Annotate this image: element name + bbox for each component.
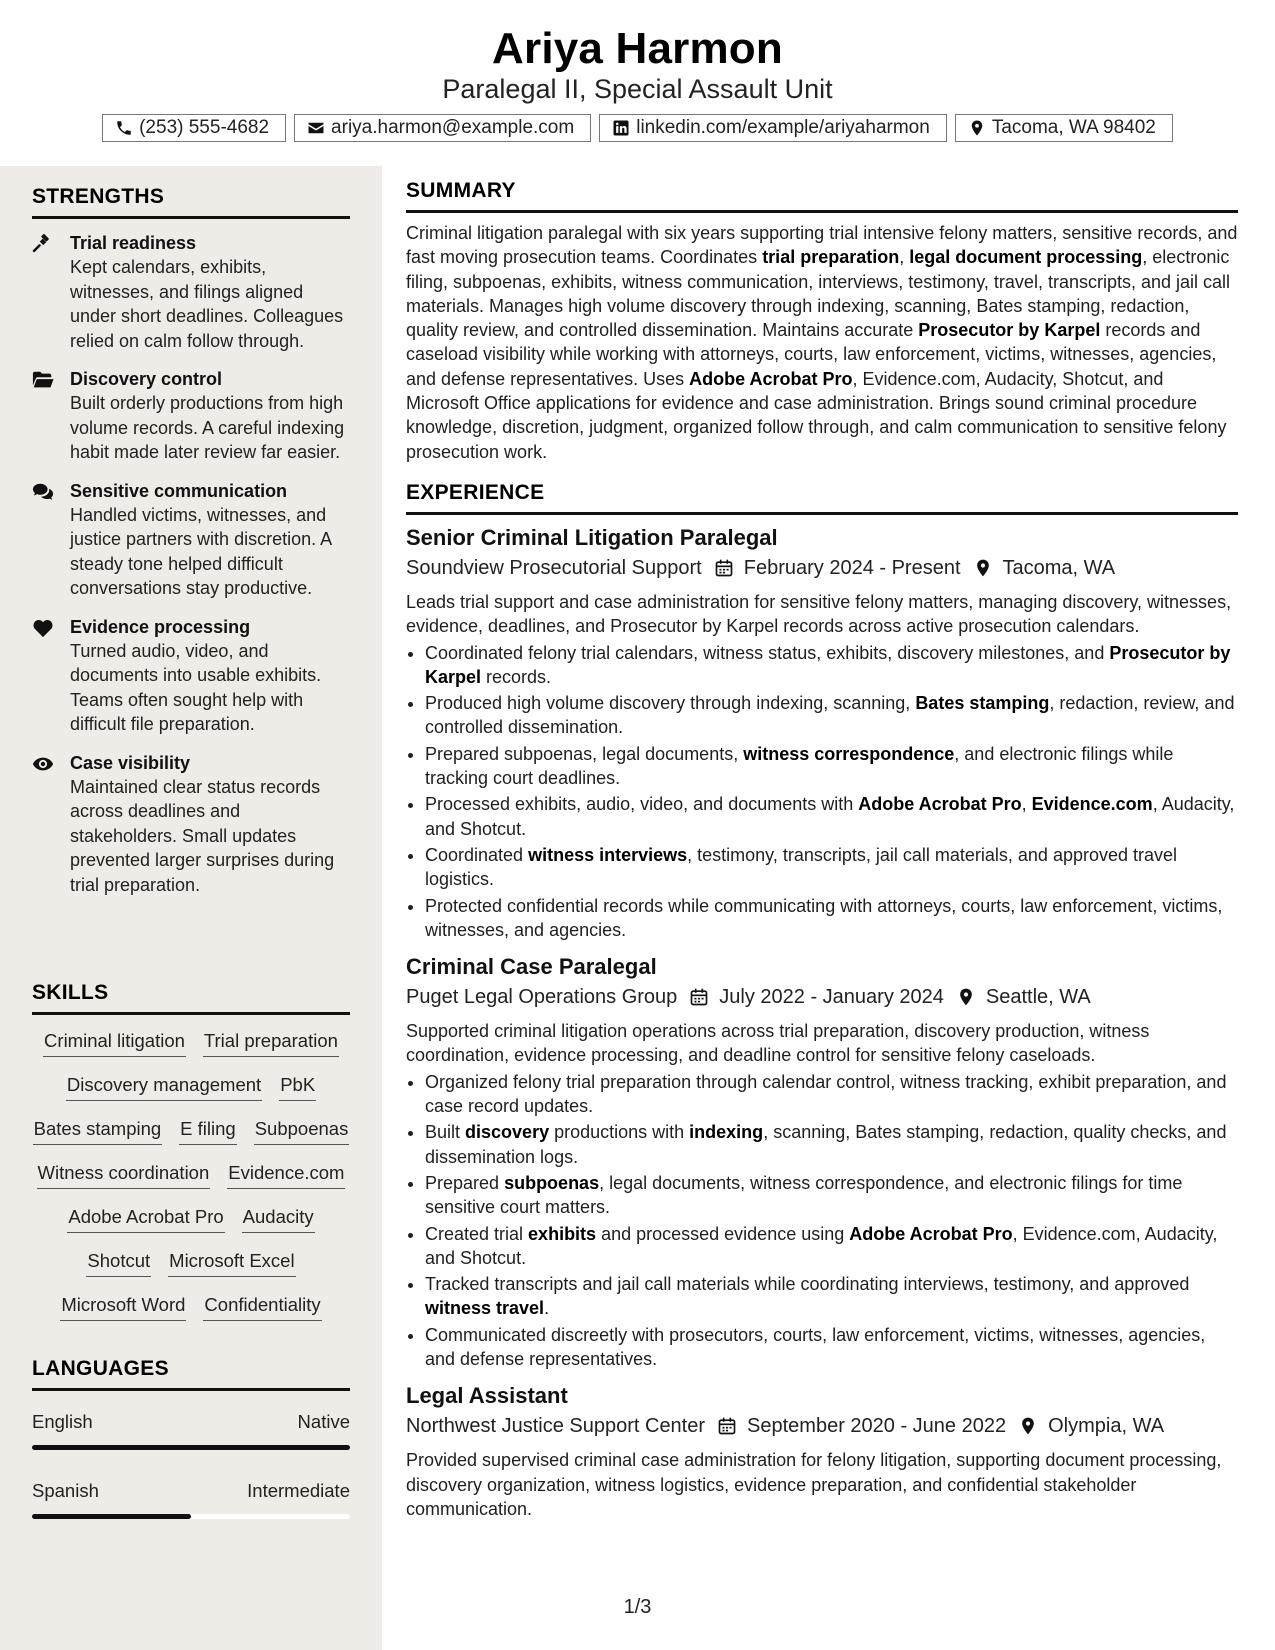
job-title: Criminal Case Paralegal bbox=[406, 954, 657, 980]
job-meta bbox=[406, 554, 1238, 582]
strength-item bbox=[32, 479, 350, 601]
candidate-name: Ariya Harmon bbox=[492, 24, 783, 73]
job-bullet: • Built discovery productions with indexing, scanning, Bates stamping, redaction, quality checks, and dissemination logs. bbox=[425, 1120, 1238, 1169]
strength-desc: Turned audio, video, and documents into usable exhibits. Teams often sought help with difficult file preparation. bbox=[70, 640, 322, 734]
job-dates: July 2022 - January 2024 bbox=[719, 986, 944, 1009]
job-bullet: • Created trial exhibits and processed evidence using Adobe Acrobat Pro, Evidence.com, Audacity, and Shotcut. bbox=[425, 1222, 1238, 1271]
strength-title: Trial readiness bbox=[70, 233, 197, 253]
eye-icon bbox=[32, 751, 70, 898]
skill-tag: Witness coordination bbox=[37, 1159, 211, 1189]
job-company: Puget Legal Operations Group bbox=[406, 986, 678, 1009]
calendar-icon bbox=[717, 1416, 737, 1436]
strength-desc: Handled victims, witnesses, and justice partners with discretion. A steady tone helped difficult conversations stay productive. bbox=[70, 504, 332, 598]
job-meta bbox=[406, 1412, 1238, 1440]
location-pin-icon bbox=[968, 119, 986, 137]
job-bullet: • Communicated discreetly with prosecutors, courts, law enforcement, victims, witnesses, agencies, and defense representatives. bbox=[425, 1323, 1238, 1372]
job-bullet: • Prepared subpoenas, legal documents, witness correspondence, and electronic filings for time sensitive court matters. bbox=[425, 1171, 1238, 1220]
language-level: Native bbox=[297, 1411, 350, 1432]
job-bullet: • Coordinated witness interviews, testimony, transcripts, jail call materials, and approved travel logistics. bbox=[425, 843, 1238, 892]
contact-phone-text: (253) 555-4682 bbox=[139, 117, 270, 138]
skill-tag: Discovery management bbox=[66, 1071, 262, 1101]
skill-tag: Shotcut bbox=[86, 1247, 151, 1277]
skills-heading: SKILLS bbox=[32, 980, 350, 1015]
job-location: Olympia, WA bbox=[1048, 1415, 1165, 1438]
summary-text: Criminal litigation paralegal with six years supporting trial intensive felony matters, sensitive records, and fast moving prosecution teams. Coordinates trial preparation, legal document processing, electronic filing, subpoenas, exhibits, witness communication, interviews, testimony, travel, transcripts, and jail call materials. Manages high volume discovery through indexing, scanning, Bates stamping, redaction, quality review, and controlled dissemination. Maintains accurate Prosecutor by Karpel records and caseload visibility while working with attorneys, courts, law enforcement, victims, witnesses, agencies, and defense representatives. Uses Adobe Acrobat Pro, Evidence.com, Audacity, Shotcut, and Microsoft Office applications for evidence and case administration. Brings sound criminal procedure knowledge, discretion, judgment, organized follow through, and calm communication to sensitive felony prosecution work. bbox=[406, 223, 1238, 462]
skills-list bbox=[32, 1027, 350, 1321]
calendar-icon bbox=[714, 558, 734, 578]
strength-desc: Built orderly productions from high volume records. A careful indexing habit made later review far easier. bbox=[70, 393, 345, 462]
language-name: English bbox=[32, 1411, 93, 1432]
strength-title: Evidence processing bbox=[70, 616, 251, 637]
job-title: Legal Assistant bbox=[406, 1383, 568, 1409]
skill-tag: Adobe Acrobat Pro bbox=[67, 1203, 224, 1233]
contact-location bbox=[955, 114, 1173, 142]
language-proficiency-bar bbox=[32, 1445, 350, 1450]
skill-tag: Confidentiality bbox=[203, 1291, 321, 1321]
contact-linkedin-text: linkedin.com/example/ariyaharmon bbox=[636, 117, 930, 138]
skill-tag: Subpoenas bbox=[254, 1115, 350, 1145]
skills-section bbox=[32, 980, 350, 1321]
location-pin-icon bbox=[956, 987, 976, 1007]
contact-email[interactable] bbox=[294, 114, 591, 142]
strength-title: Discovery control bbox=[70, 369, 223, 389]
contact-bar bbox=[0, 114, 1275, 142]
contact-location-text: Tacoma, WA 98402 bbox=[991, 117, 1156, 138]
job-company: Northwest Justice Support Center bbox=[406, 1415, 706, 1438]
language-item bbox=[32, 1480, 350, 1519]
job-bullets bbox=[406, 1070, 1238, 1372]
chat-bubbles-icon bbox=[32, 479, 70, 601]
contact-linkedin[interactable] bbox=[599, 114, 947, 142]
job-meta bbox=[406, 983, 1238, 1011]
strength-desc: Kept calendars, exhibits, witnesses, and filings aligned under short deadlines. Colleagues relied on calm follow through. bbox=[70, 257, 344, 351]
gavel-icon bbox=[32, 231, 70, 353]
job-dates: September 2020 - June 2022 bbox=[747, 1415, 1007, 1438]
strength-desc: Maintained clear status records across deadlines and stakeholders. Small updates prevented larger surprises during trial preparation. bbox=[70, 776, 335, 895]
calendar-icon bbox=[689, 987, 709, 1007]
summary-heading: SUMMARY bbox=[406, 178, 1238, 213]
skill-tag: Microsoft Word bbox=[60, 1291, 186, 1321]
job-bullet: • Protected confidential records while communicating with attorneys, courts, law enforcement, victims, witnesses, and agencies. bbox=[425, 894, 1238, 943]
strength-item bbox=[32, 615, 350, 737]
language-item bbox=[32, 1411, 350, 1450]
skill-tag: Evidence.com bbox=[227, 1159, 345, 1189]
job-bullet: • Prepared subpoenas, legal documents, witness correspondence, and electronic filings while tracking court deadlines. bbox=[425, 742, 1238, 791]
job-bullet: • Organized felony trial preparation through calendar control, witness tracking, exhibit preparation, and case record updates. bbox=[425, 1070, 1238, 1119]
job-bullet: • Tracked transcripts and jail call materials while coordinating interviews, testimony, and approved witness travel. bbox=[425, 1272, 1238, 1321]
language-proficiency-fill bbox=[32, 1445, 350, 1450]
folder-open-icon bbox=[32, 367, 70, 465]
job-dates: February 2024 - Present bbox=[743, 556, 961, 579]
job-description: Provided supervised criminal case administration for felony litigation, supporting document processing, discovery organization, witness logistics, evidence preparation, and confidential stakeholder communication. bbox=[406, 1450, 1222, 1519]
job-description: Supported criminal litigation operations across trial preparation, discovery production, witness coordination, evidence processing, and deadline control for sensitive felony caseloads. bbox=[406, 1021, 1150, 1066]
skill-tag: Microsoft Excel bbox=[168, 1247, 295, 1277]
language-proficiency-bar bbox=[32, 1514, 350, 1519]
contact-email-text: ariya.harmon@example.com bbox=[331, 117, 575, 138]
strength-item bbox=[32, 231, 350, 353]
skill-tag: Trial preparation bbox=[203, 1027, 339, 1057]
skill-tag: Bates stamping bbox=[33, 1115, 163, 1145]
sidebar bbox=[0, 166, 382, 1650]
skill-tag: Criminal litigation bbox=[43, 1027, 186, 1057]
job-bullet: • Produced high volume discovery through indexing, scanning, Bates stamping, redaction, review, and controlled dissemination. bbox=[425, 691, 1238, 740]
heart-icon bbox=[32, 615, 70, 737]
envelope-icon bbox=[307, 119, 325, 137]
job-bullets bbox=[406, 641, 1238, 943]
strength-title: Sensitive communication bbox=[70, 480, 288, 501]
job-bullet: • Processed exhibits, audio, video, and documents with Adobe Acrobat Pro, Evidence.com, Audacity, and Shotcut. bbox=[425, 792, 1238, 841]
languages-section bbox=[32, 1356, 350, 1519]
job-location: Tacoma, WA bbox=[1002, 556, 1116, 579]
strengths-heading: STRENGTHS bbox=[32, 184, 350, 219]
linkedin-icon bbox=[612, 119, 630, 137]
candidate-title: Paralegal II, Special Assault Unit bbox=[442, 74, 833, 104]
contact-phone[interactable] bbox=[102, 114, 286, 142]
job-entry bbox=[406, 523, 1238, 942]
job-description: Leads trial support and case administration for sensitive felony matters, managing discovery, witnesses, evidence, deadlines, and Prosecutor by Karpel records across active prosecution calendars. bbox=[406, 591, 1232, 637]
skill-tag: Audacity bbox=[242, 1203, 315, 1233]
page-number: 1/3 bbox=[623, 1596, 652, 1618]
job-entry bbox=[406, 952, 1238, 1371]
strengths-section bbox=[32, 184, 350, 897]
languages-heading: LANGUAGES bbox=[32, 1356, 350, 1391]
strength-item bbox=[32, 751, 350, 898]
experience-heading: EXPERIENCE bbox=[406, 480, 1238, 515]
language-name: Spanish bbox=[32, 1480, 99, 1501]
strength-title: Case visibility bbox=[70, 752, 191, 773]
job-company: Soundview Prosecutorial Support bbox=[406, 556, 702, 579]
location-pin-icon bbox=[1018, 1416, 1038, 1436]
main-content bbox=[406, 178, 1238, 1521]
language-level: Intermediate bbox=[247, 1480, 350, 1501]
skill-tag: PbK bbox=[279, 1071, 316, 1101]
location-pin-icon bbox=[973, 558, 993, 578]
job-title: Senior Criminal Litigation Paralegal bbox=[406, 524, 778, 550]
job-bullet: • Coordinated felony trial calendars, witness status, exhibits, discovery milestones, and Prosecutor by Karpel records. bbox=[425, 641, 1238, 690]
strength-item bbox=[32, 367, 350, 465]
job-location: Seattle, WA bbox=[985, 986, 1091, 1009]
skill-tag: E filing bbox=[179, 1115, 237, 1145]
phone-icon bbox=[115, 119, 133, 137]
job-entry bbox=[406, 1381, 1238, 1521]
language-proficiency-fill bbox=[32, 1514, 191, 1519]
